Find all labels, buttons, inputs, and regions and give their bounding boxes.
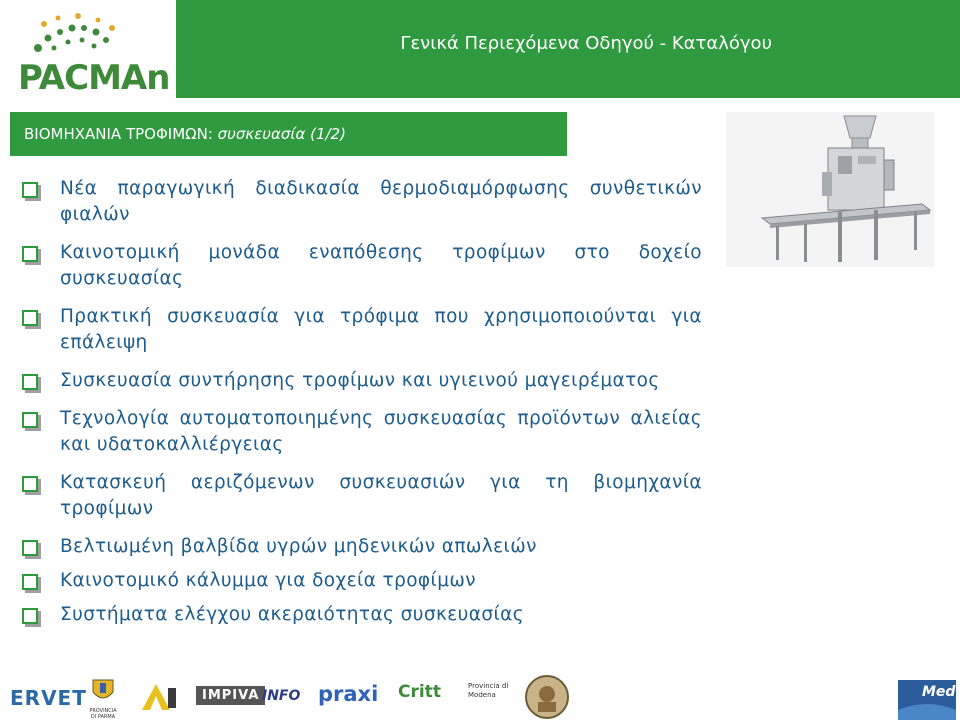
list-item	[22, 176, 702, 228]
checkbox-bullet-icon	[22, 374, 38, 390]
emblem-logo-icon	[524, 674, 570, 724]
list-item-text: Συστήματα ελέγχου ακεραιότητας συσκευασίας	[60, 604, 524, 625]
checkbox-bullet-icon	[22, 182, 38, 198]
header-bar	[176, 0, 960, 98]
checkbox-bullet-icon	[22, 608, 38, 624]
header-title: Γενικά Περιεχόμενα Οδηγού - Καταλόγου	[400, 33, 772, 54]
list-item-text: Συσκευασία συντήρησης τροφίμων και υγιεινού μαγειρέματος	[60, 370, 660, 391]
list-item-text: Κατασκευή αεριζόμενων συσκευασιών για τη βιομηχανία τροφίμων	[60, 472, 702, 519]
checkbox-bullet-icon	[22, 476, 38, 492]
list-item	[22, 240, 702, 292]
bullet-list	[22, 176, 702, 640]
info-logo: INFO	[262, 688, 301, 704]
checkbox-bullet-icon	[22, 412, 38, 428]
checkbox-bullet-icon	[22, 574, 38, 590]
pacman-logo	[8, 8, 168, 100]
section-title-main: ΒΙΟΜΗΧΑΝΙΑ ΤΡΟΦΙΜΩΝ:	[24, 125, 218, 143]
list-item-text: Καινοτομικό κάλυμμα για δοχεία τροφίμων	[60, 570, 476, 591]
list-item-text: Νέα παραγωγική διαδικασία θερμοδιαμόρφωσης συνθετικών φιαλών	[60, 178, 702, 225]
praxi-logo: praxi	[318, 682, 379, 706]
section-title-sub: συσκευασία (1/2)	[217, 125, 346, 143]
impiva-logo: IMPIVA	[196, 686, 265, 705]
list-item	[22, 406, 702, 458]
list-item-text: Βελτιωμένη βαλβίδα υγρών μηδενικών απωλειών	[60, 536, 537, 557]
provincia-modena-logo: Provincia di Modena	[468, 682, 509, 699]
coat-of-arms-icon	[91, 678, 115, 704]
section-title-bar	[10, 112, 567, 156]
a-logo-icon	[138, 682, 178, 716]
list-item-text: Καινοτομική μονάδα εναπόθεσης τροφίμων στο δοχείο συσκευασίας	[60, 242, 702, 289]
provincia-parma-logo	[88, 678, 118, 720]
list-item	[22, 368, 702, 394]
list-item	[22, 304, 702, 356]
list-item	[22, 568, 702, 594]
list-item-text: Τεχνολογία αυτοματοποιημένης συσκευασίας προϊόντων αλιείας και υδατοκαλλιέργειας	[60, 408, 702, 455]
footer-logos	[0, 670, 960, 724]
checkbox-bullet-icon	[22, 246, 38, 262]
list-item	[22, 534, 702, 560]
list-item	[22, 470, 702, 522]
med-logo-text: Med	[922, 684, 956, 700]
critt-logo: Critt	[398, 682, 441, 702]
checkbox-bullet-icon	[22, 310, 38, 326]
list-item-text: Πρακτική συσκευασία για τρόφιμα που χρησιμοποιούνται για επάλειψη	[60, 306, 702, 353]
list-item	[22, 602, 702, 628]
provincia-parma-label: PROVINCIA DI PARMA	[89, 708, 117, 720]
checkbox-bullet-icon	[22, 540, 38, 556]
logo-text: PACMAn	[18, 58, 170, 98]
section-title	[24, 125, 346, 143]
ervet-logo: ERVET	[10, 686, 87, 710]
packaging-machine-image	[726, 112, 934, 267]
med-logo	[898, 680, 956, 724]
